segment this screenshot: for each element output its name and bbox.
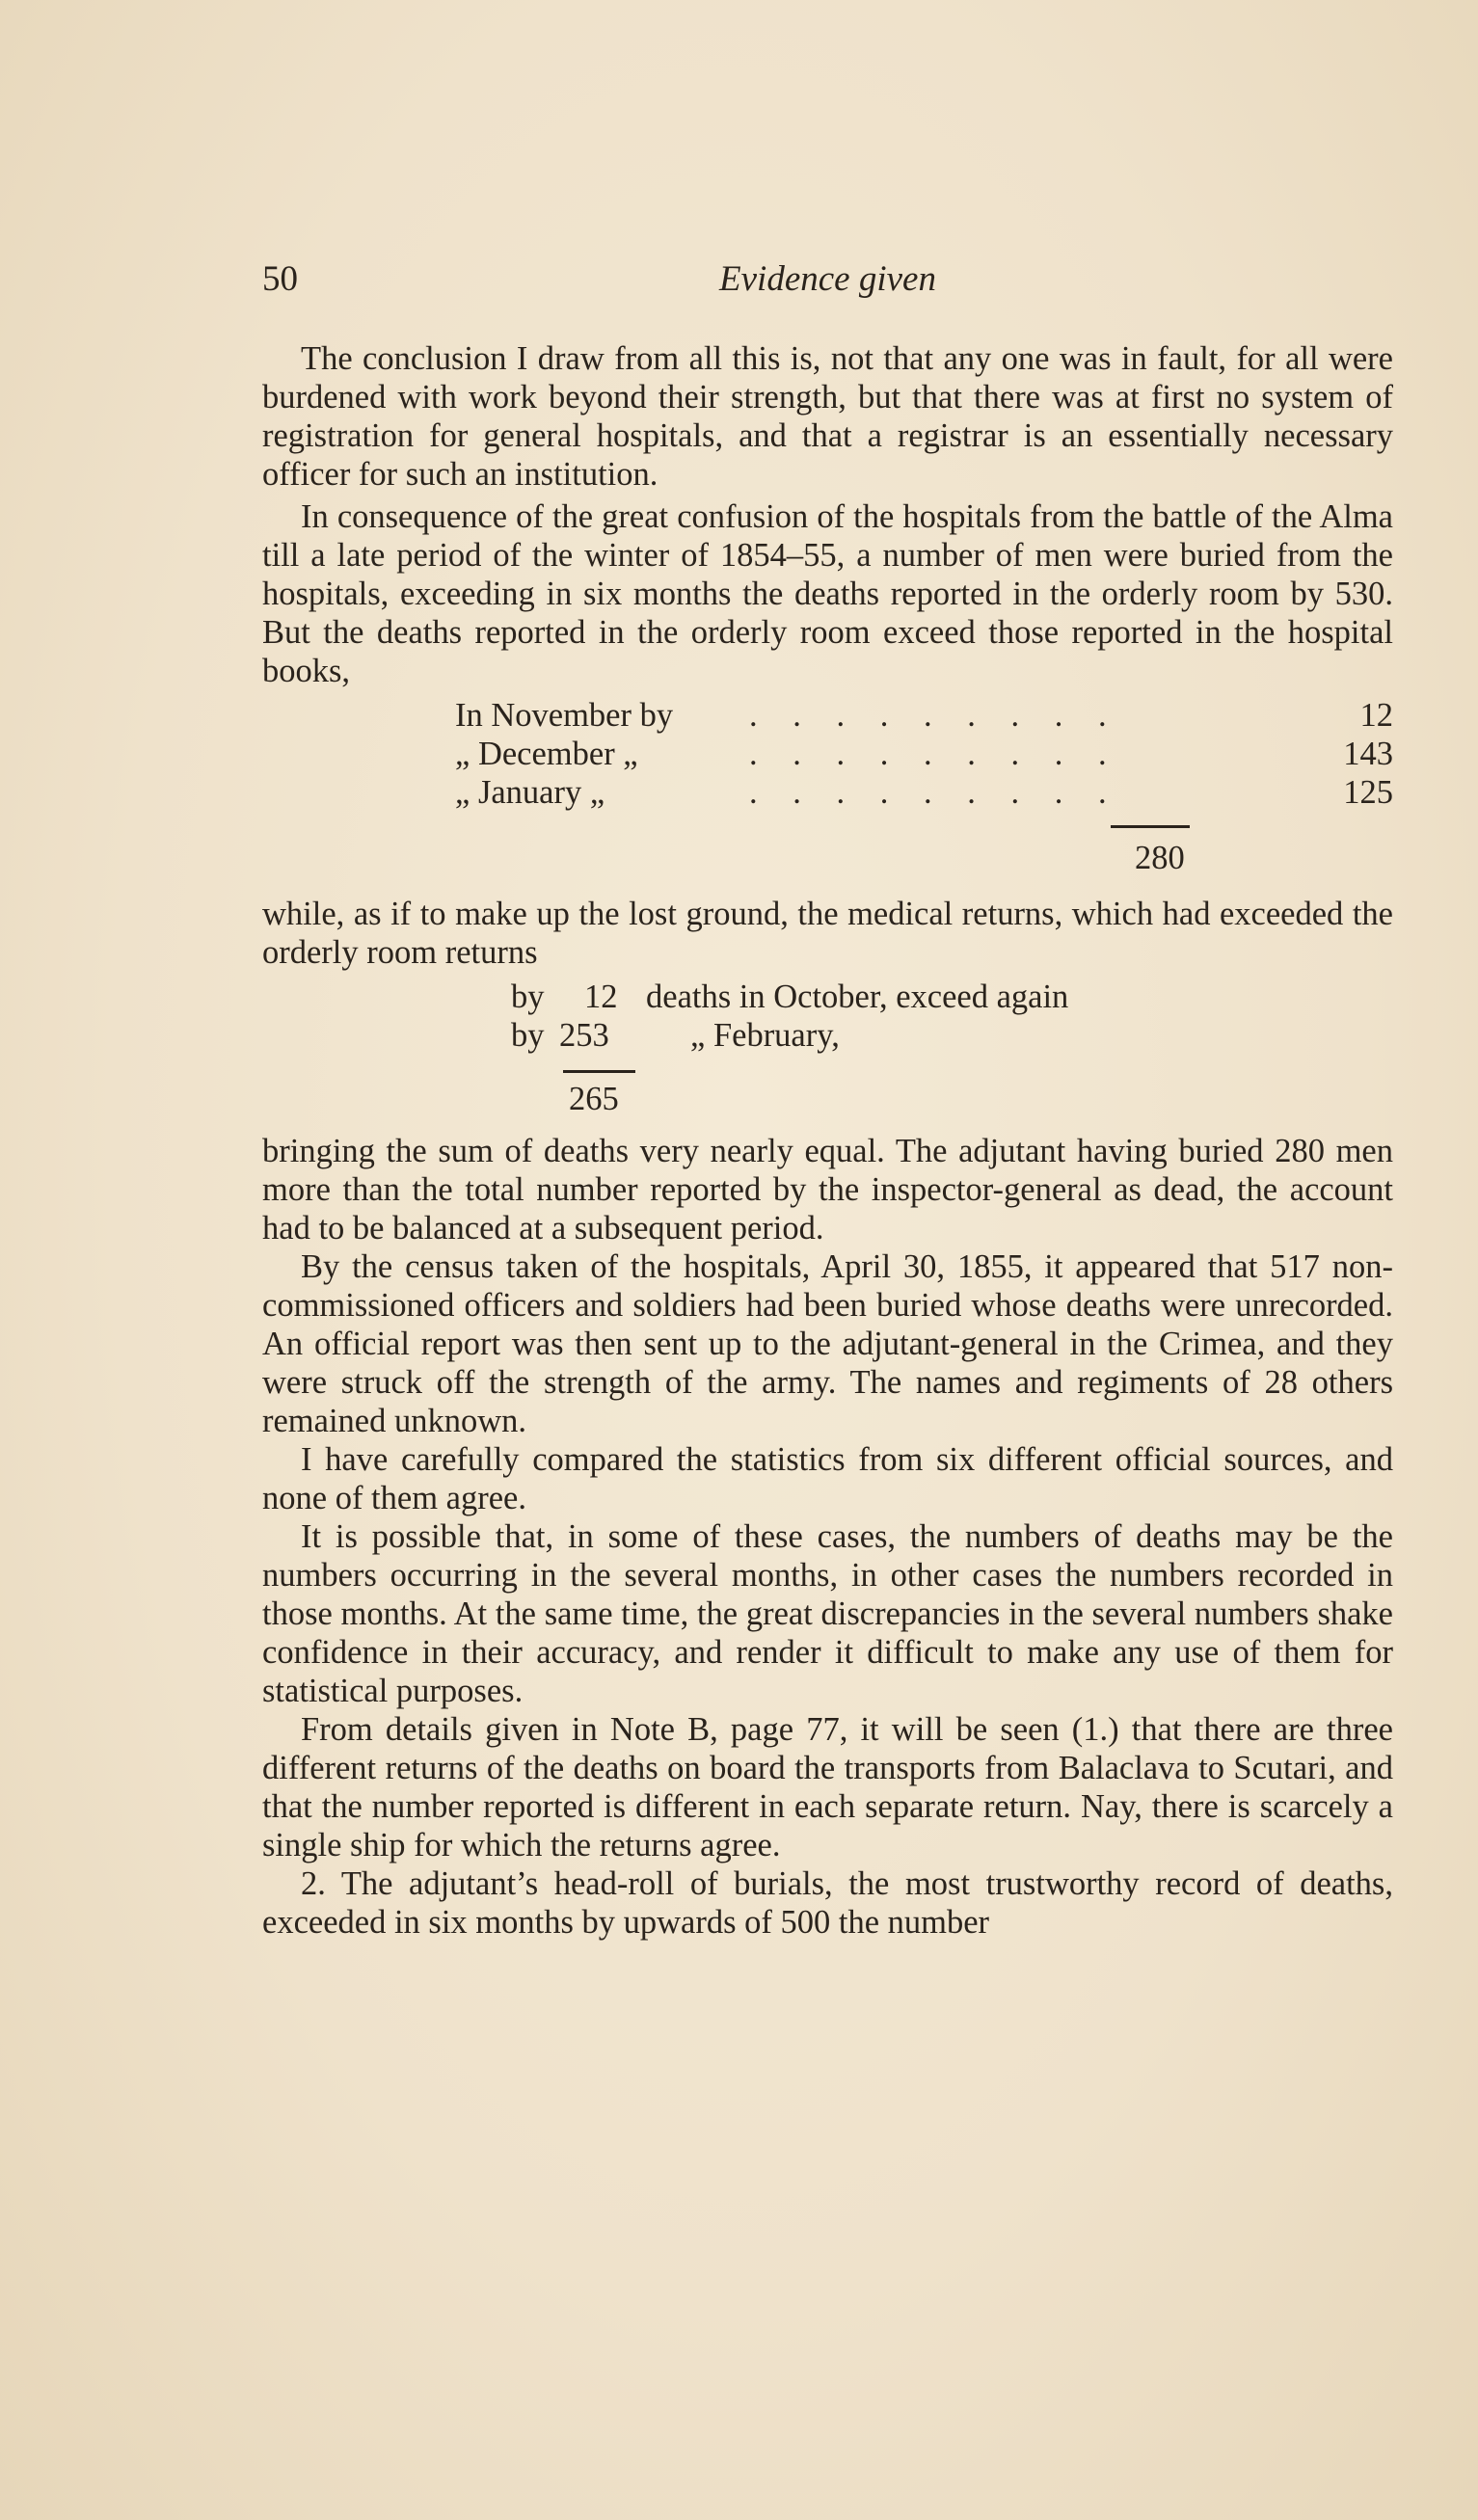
sum-rule (563, 1070, 635, 1073)
deaths-table-medical-returns (262, 978, 1393, 1117)
sum-rule (1111, 825, 1190, 828)
leader-dots: . . . . . . . . . (749, 697, 1120, 734)
row-prefix: by (511, 979, 545, 1015)
page-body (262, 339, 1393, 1942)
table-row (262, 978, 1393, 1016)
paragraph: From details given in Note B, page 77, it will be seen (1.) that there are three different returns of the deaths on board the transports from Balaclava to Scutari, and that the number reported is different in each separate return. Nay, there is scarcely a single ship for which the returns agree. (262, 1711, 1393, 1863)
paragraph: I have carefully compared the statistics from six different official sources, and none of them agree. (262, 1441, 1393, 1516)
paragraph: In consequence of the great confusion of the hospitals from the battle of the Alma till a late period of the winter of 1854–55, a number of men were buried from the hospitals, exceeding in six months the deaths reported in the orderly room by 530. But the deaths reported in the orderly room exceed those reported in the hospital books, (262, 498, 1393, 689)
paragraph: It is possible that, in some of these cases, the numbers of deaths may be the numbers occurring in the several months, in other cases the numbers recorded in those months. At the same time, the great discrepancies in the several numbers shake confidence in their accuracy, and render it difficult to make any use of them for statistical purposes. (262, 1518, 1393, 1709)
row-text: deaths in October, exceed again (646, 979, 1069, 1015)
row-value: 12 (1359, 697, 1393, 734)
paragraph: The conclusion I draw from all this is, not that any one was in fault, for all were burdened with work beyond their strength, but that there was at first no system of registration for general hospitals, and that a registrar is an essentially necessary officer for such an institution. (262, 340, 1393, 493)
leader-dots: . . . . . . . . . (749, 736, 1120, 772)
row-text: „ February, (690, 1017, 840, 1054)
row-number: 253 (559, 1017, 609, 1054)
paragraph: bringing the sum of deaths very nearly equal. The adjutant having buried 280 men more than the total number reported by the inspector-general as dead, the account had to be balanced at a subsequent period. (262, 1133, 1393, 1247)
paragraph: 2. The adjutant’s head-roll of burials, the most trustworthy record of deaths, exceeded in six months by upwards of 500 the number (262, 1865, 1393, 1941)
paragraph: By the census taken of the hospitals, April 30, 1855, it appeared that 517 non-commissioned officers and soldiers had been buried whose deaths were unrecorded. An official report was then sent up to the adjutant-general in the Crimea, and they were struck off the strength of the army. The names and regiments of 28 others remained unknown. (262, 1248, 1393, 1439)
page-number: 50 (262, 259, 298, 299)
row-prefix: by (511, 1017, 545, 1054)
paragraph: while, as if to make up the lost ground, the medical returns, which had exceeded the orderly room returns (262, 896, 1393, 971)
table-total: 280 (1135, 840, 1185, 876)
table-row (262, 696, 1393, 735)
row-value: 125 (1343, 774, 1393, 811)
row-label: In November by (455, 697, 674, 734)
table-total: 265 (569, 1081, 619, 1117)
table-row (262, 773, 1393, 812)
page-header (262, 258, 1393, 307)
table-total-row (262, 812, 1393, 876)
row-number: 12 (584, 979, 618, 1015)
table-row (262, 1016, 1393, 1055)
table-row (262, 735, 1393, 773)
row-label: „ January „ (455, 774, 605, 811)
deaths-table-orderly-room (262, 696, 1393, 876)
table-total-row (262, 1055, 1393, 1117)
row-value: 143 (1343, 736, 1393, 772)
leader-dots: . . . . . . . . . (749, 774, 1120, 811)
row-label: „ December „ (455, 736, 638, 772)
running-title: Evidence given (719, 259, 936, 299)
